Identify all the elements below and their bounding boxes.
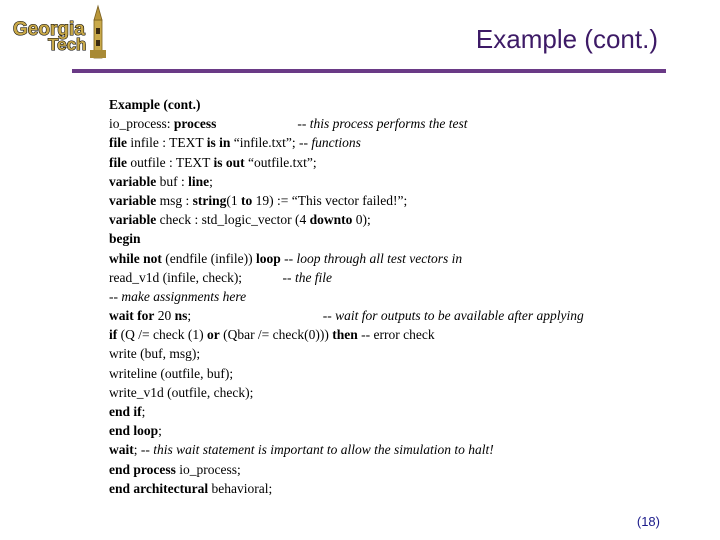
code-segment: loop through all test vectors in	[296, 250, 463, 266]
code-line	[109, 460, 709, 479]
code-segment: this wait statement is important to allow the simulation to halt!	[153, 442, 494, 458]
code-segment: the file	[294, 269, 333, 285]
code-segment: infile : TEXT	[127, 135, 207, 151]
code-segment: string	[192, 192, 227, 208]
code-segment: -- error check	[357, 327, 435, 343]
code-segment: downto	[309, 212, 353, 228]
code-segment: variable	[109, 192, 157, 208]
code-segment: process	[173, 116, 217, 132]
code-segment: 0);	[352, 212, 371, 228]
code-segment: to	[241, 192, 253, 208]
page-number: (18)	[636, 514, 660, 529]
code-segment: behavioral;	[208, 480, 273, 496]
code-segment: ;	[141, 404, 146, 419]
code-segment: functions	[311, 135, 361, 151]
code-segment: is out	[213, 154, 245, 170]
code-segment: begin	[109, 231, 141, 247]
code-segment: ; --	[133, 442, 154, 458]
code-segment: wait for outputs to be available after applying	[335, 308, 584, 324]
code-segment: io_process:	[109, 116, 174, 132]
code-segment: --	[109, 288, 122, 304]
code-segment: “outfile.txt”;	[244, 154, 317, 170]
code-line	[109, 249, 709, 268]
code-segment: file	[109, 154, 127, 170]
logo-text-georgia: Georgia	[13, 19, 85, 40]
code-segment: read_v1d (infile, check); --	[109, 269, 295, 285]
code-segment: (1	[226, 192, 242, 208]
code-segment: then	[332, 327, 358, 343]
code-line	[109, 440, 709, 459]
code-line	[109, 325, 709, 344]
code-segment: (endfile (infile))	[161, 250, 256, 266]
code-line	[109, 306, 709, 325]
code-segment: 19) := “This vector failed!”;	[252, 192, 408, 208]
code-segment: end architectural	[109, 480, 209, 496]
code-segment: ns	[174, 308, 188, 324]
code-segment: msg :	[156, 192, 193, 208]
georgia-tech-logo	[10, 2, 108, 60]
code-segment: if	[109, 327, 118, 343]
code-segment: -- this process performs the test	[216, 116, 468, 132]
code-segment: outfile : TEXT	[127, 154, 214, 170]
code-line	[109, 95, 709, 114]
code-line	[109, 153, 709, 172]
code-segment: end process	[109, 461, 176, 477]
code-segment: writeline (outfile, buf);	[109, 365, 234, 381]
code-segment: file	[109, 135, 127, 151]
code-segment: io_process;	[175, 461, 241, 477]
code-segment: or	[206, 327, 220, 343]
code-segment: ; --	[187, 308, 336, 324]
slide-title: Example (cont.)	[475, 24, 658, 54]
code-line	[109, 191, 709, 210]
code-segment: variable	[109, 173, 157, 189]
code-segment: is in	[206, 135, 231, 151]
code-segment: wait for	[109, 308, 155, 324]
code-line	[109, 114, 709, 133]
code-line	[109, 268, 709, 287]
code-line	[109, 172, 709, 191]
code-segment: Example (cont.)	[109, 97, 201, 112]
code-segment: variable	[109, 212, 157, 228]
code-line	[109, 210, 709, 229]
title-divider	[72, 69, 666, 73]
code-segment: loop	[255, 250, 281, 266]
code-line	[109, 364, 709, 383]
tower-icon	[90, 6, 106, 58]
code-line	[109, 287, 709, 306]
code-line	[109, 421, 709, 440]
code-segment: “infile.txt”; --	[230, 135, 312, 151]
code-line	[109, 344, 709, 363]
code-line	[109, 402, 709, 421]
code-segment: end if	[109, 404, 142, 419]
code-segment: ;	[209, 173, 213, 189]
code-line	[109, 383, 709, 402]
code-segment: wait	[109, 442, 134, 458]
code-segment: 20	[154, 308, 175, 324]
code-listing	[109, 95, 709, 498]
code-line	[109, 479, 709, 498]
code-segment: write_v1d (outfile, check);	[109, 384, 254, 400]
code-segment: line	[188, 173, 210, 189]
code-segment: buf :	[156, 173, 189, 189]
code-segment: while not	[109, 250, 162, 266]
code-line	[109, 229, 709, 248]
code-segment: check : std_logic_vector (4	[156, 212, 310, 228]
code-segment: (Q /= check (1)	[117, 327, 207, 343]
logo-text-tech: Tech	[48, 35, 87, 54]
code-segment: (Qbar /= check(0)))	[219, 327, 333, 343]
code-segment: make assignments here	[121, 288, 247, 304]
code-segment: end loop	[109, 423, 159, 439]
code-segment: write (buf, msg);	[109, 346, 201, 362]
code-segment: --	[280, 250, 297, 266]
code-segment: ;	[158, 423, 162, 439]
code-line	[109, 133, 709, 152]
